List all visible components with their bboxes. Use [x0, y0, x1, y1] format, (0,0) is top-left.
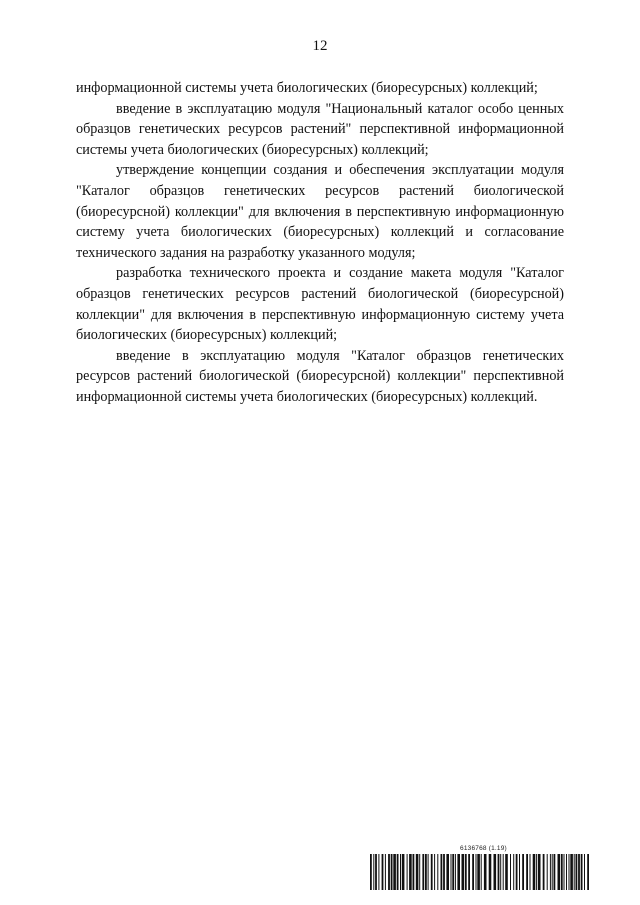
barcode-bar	[437, 854, 438, 890]
barcode-bar	[397, 854, 399, 890]
barcode-bar	[413, 854, 415, 890]
barcode-bar	[558, 854, 561, 890]
barcode-bar	[443, 854, 445, 890]
barcode-bar	[552, 854, 553, 890]
barcode-bar	[543, 854, 545, 890]
barcode-bar	[498, 854, 500, 890]
paragraph-4: разработка технического проекта и создание макета модуля "Каталог образцов генетических ресурсов растений биологической (биоресурсной) коллекции" для включения в перспективную информационную систему учета биологических (биоресурсных) коллекций;	[76, 265, 564, 344]
barcode-bar	[500, 854, 501, 890]
barcode-bar	[388, 854, 390, 890]
barcode-bar	[574, 854, 575, 890]
barcode-bar	[481, 854, 482, 890]
barcode-bar	[536, 854, 537, 890]
barcode-bar	[457, 854, 460, 890]
barcode-bar	[547, 854, 548, 890]
paragraph-2: введение в эксплуатацию модуля "Национальный каталог особо ценных образцов генетических ресурсов растений" перспективной информационной системы учета биологических (биоресурсных) коллекций;	[76, 100, 564, 158]
barcode-bar	[554, 854, 556, 890]
barcode-bar	[402, 854, 405, 890]
barcode-bar	[434, 854, 435, 890]
barcode-bar	[373, 854, 374, 890]
barcode-bar	[522, 854, 524, 890]
barcode-bar	[570, 854, 573, 890]
barcode-bar	[564, 854, 565, 890]
barcode-bar	[519, 854, 520, 890]
barcode-bar	[455, 854, 456, 890]
barcode-bar	[462, 854, 465, 890]
barcode-bar	[416, 854, 419, 890]
barcode-bar	[510, 854, 511, 890]
barcode-bar	[428, 854, 429, 890]
barcode-bar	[587, 854, 589, 890]
barcode-bar	[393, 854, 396, 890]
barcode-bar	[382, 854, 384, 890]
barcode-bar	[505, 854, 508, 890]
barcode-bar	[477, 854, 480, 890]
paragraph-1: информационной системы учета биологических (биоресурсных) коллекций;	[76, 80, 538, 96]
barcode-bar	[451, 854, 452, 890]
barcode-bar	[489, 854, 492, 890]
page-number: 12	[312, 38, 328, 54]
barcode-bar	[494, 854, 497, 890]
barcode-bar	[566, 854, 567, 890]
barcode-bar	[407, 854, 408, 890]
barcode-bar	[472, 854, 474, 890]
barcode-bar	[569, 854, 570, 890]
barcode-bar	[465, 854, 467, 890]
barcode-bar	[538, 854, 541, 890]
barcode-bar	[452, 854, 454, 890]
barcode-bar	[385, 854, 386, 890]
barcode-bar	[468, 854, 470, 890]
barcode-bar	[578, 854, 580, 890]
barcode-bar	[516, 854, 518, 890]
barcode-bar	[441, 854, 443, 890]
barcode-bar	[375, 854, 377, 890]
barcode-bar	[550, 854, 551, 890]
barcode-bar	[484, 854, 487, 890]
paragraph-3: утверждение концепции создания и обеспечения эксплуатации модуля "Каталог образцов генетических ресурсов растений биологической (биоресурсной) коллекции" для включения в перспективную информационную систему учета биологических (биоресурсных) коллекций и согласование технического задания на разработку указанного модуля;	[76, 162, 564, 261]
barcode-bar	[400, 854, 401, 890]
paragraph-5: введение в эксплуатацию модуля "Каталог образцов генетических ресурсов растений биологической (биоресурсной) коллекции" перспективной информационной системы учета биологических (биоресурсных) коллекций.	[76, 347, 564, 405]
barcode-caption: 6136768 (1.19)	[460, 845, 507, 852]
barcode-bar	[378, 854, 379, 890]
barcode-bar	[446, 854, 449, 890]
barcode-bar	[513, 854, 514, 890]
barcode-bar	[476, 854, 477, 890]
document-body	[76, 78, 564, 408]
barcode-bar	[584, 854, 585, 890]
barcode-graphic	[370, 854, 592, 890]
barcode-bar	[422, 854, 424, 890]
barcode-bar	[370, 854, 372, 890]
barcode-bar	[431, 854, 433, 890]
barcode-image	[370, 854, 592, 890]
barcode-bar	[581, 854, 583, 890]
barcode-bar	[425, 854, 427, 890]
barcode-bar	[533, 854, 536, 890]
barcode-bar	[561, 854, 563, 890]
barcode-bar	[576, 854, 578, 890]
barcode-bar	[409, 854, 412, 890]
barcode-bar	[526, 854, 528, 890]
barcode-bar	[530, 854, 531, 890]
barcode-bar	[503, 854, 504, 890]
barcode-bar	[391, 854, 393, 890]
barcode-bar	[419, 854, 420, 890]
